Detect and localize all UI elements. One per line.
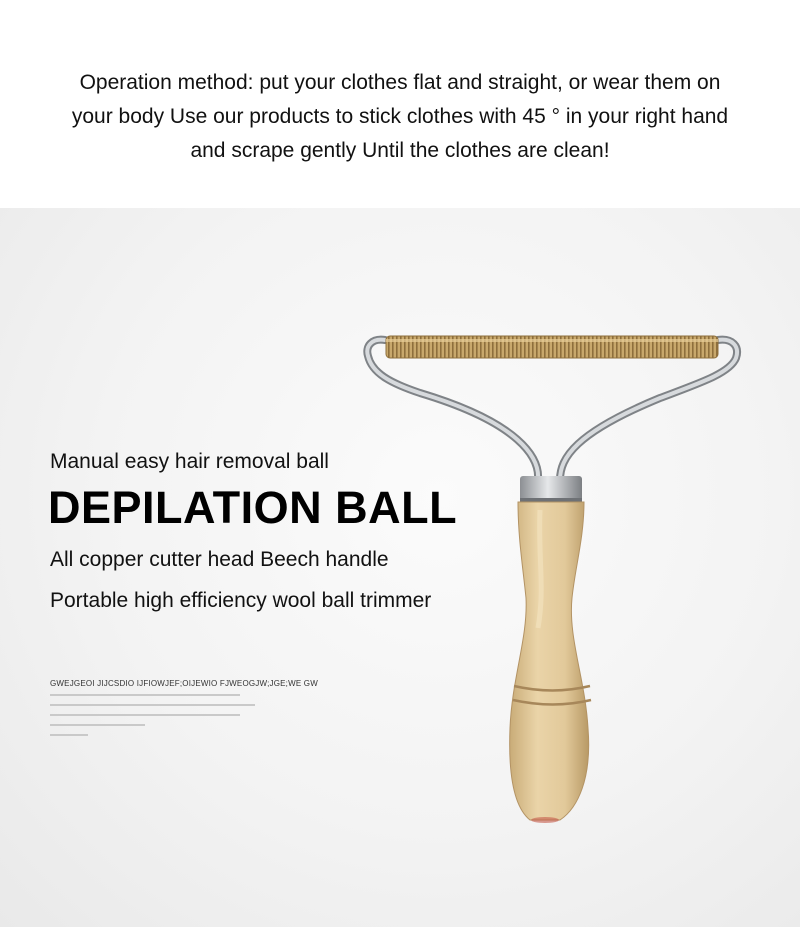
fine-print-caption: GWEJGEOI JIJCSDIO IJFIOWJEF;OIJEWIO FJWEOGJW;JGE;WE GW xyxy=(50,679,318,688)
instruction-line: Operation method: put your clothes flat and straight, or wear them on xyxy=(79,71,721,94)
fine-print-line xyxy=(50,704,255,706)
steel-frame xyxy=(367,340,737,480)
product-title: DEPILATION BALL xyxy=(48,482,458,533)
fine-print-line xyxy=(50,694,240,696)
copper-coil-blade xyxy=(386,336,718,358)
product-banner xyxy=(0,208,800,927)
feature-line: Portable high efficiency wool ball trimmer xyxy=(50,589,432,612)
feature-line: All copper cutter head Beech handle xyxy=(50,548,389,571)
instruction-line: your body Use our products to stick clothes with 45 ° in your right hand xyxy=(71,105,729,128)
instruction-line: and scrape gently Until the clothes are clean! xyxy=(190,139,610,162)
intro-section xyxy=(0,0,800,208)
fine-print-line xyxy=(50,714,240,716)
metal-ferrule xyxy=(520,476,582,502)
fine-print-line xyxy=(50,724,145,726)
beech-handle xyxy=(510,502,591,823)
fine-print-line xyxy=(50,734,88,736)
operation-instructions xyxy=(10,66,790,168)
product-subtitle: Manual easy hair removal ball xyxy=(50,450,329,473)
